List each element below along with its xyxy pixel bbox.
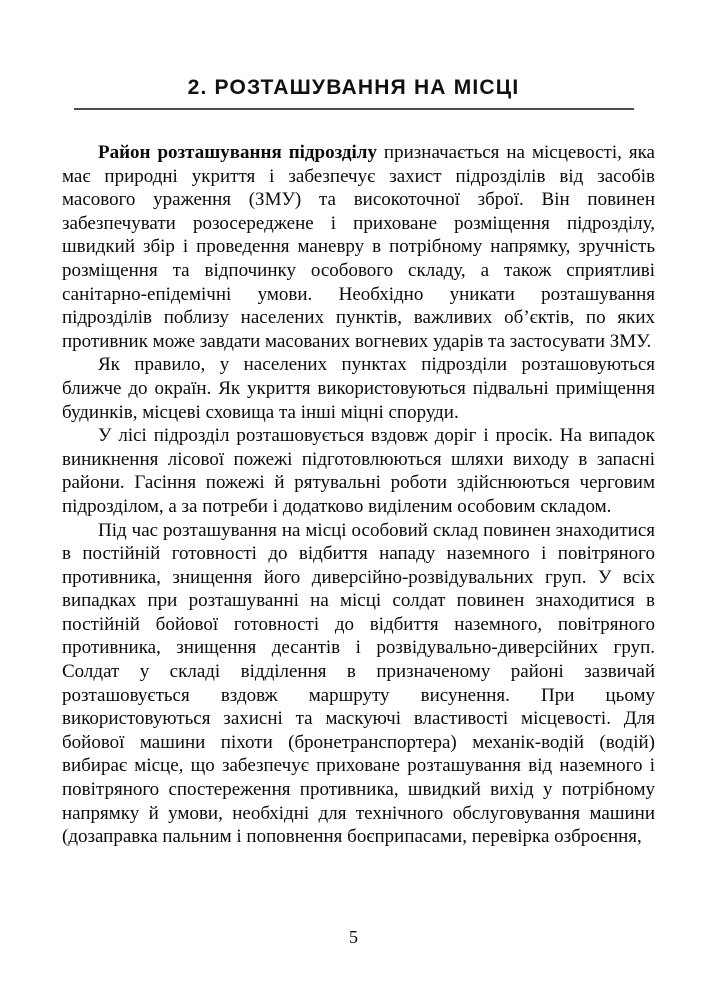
paragraph-2-text: Як правило, у населених пунктах підрозділи розташовуються ближче до окраїн. Як укриття використовуються підвальні приміщення будинків, місцеві сховища та інші міцні споруди. xyxy=(62,354,655,423)
body-text xyxy=(62,141,655,849)
title-rule xyxy=(74,108,634,110)
paragraph-1 xyxy=(62,141,655,353)
paragraph-1-lead-bold: Район розташування підрозділу xyxy=(98,142,377,163)
chapter-heading-block xyxy=(0,76,707,110)
paragraph-3-text: У лісі підрозділ розташовується вздовж доріг і просік. На випадок виникнення лісової пожежі підготовлюються шляхи виходу в запасні райони. Гасіння пожежі й рятувальні роботи здійснюються черговим підрозділом, а за потреби і додатково виділеним особовим складом. xyxy=(62,425,655,517)
paragraph-3 xyxy=(62,424,655,518)
page-number: 5 xyxy=(349,927,358,947)
paragraph-4 xyxy=(62,519,655,849)
paragraph-2 xyxy=(62,353,655,424)
chapter-title: 2. РОЗТАШУВАННЯ НА МІСЦІ xyxy=(187,76,520,99)
paragraph-1-text: призначається на місцевості, яка має природні укриття і забезпечує захист підрозділів від засобів масового ураження (ЗМУ) та високоточної зброї. Він повинен забезпечувати розосереджене і приховане розміщення підрозділу, швидкий збір і проведення маневру в потрібному напрямку, зручність розміщення та відпочинку особового складу, а також сприятливі санітарно-епідемічні умови. Необхідно уникати розташування підрозділів поблизу населених пунктів, важливих об’єктів, по яких противник може завдати масованих вогневих ударів та застосувати ЗМУ. xyxy=(62,142,655,352)
paragraph-4-text: Під час розташування на місці особовий склад повинен знаходитися в постійній готовності до відбиття нападу наземного і повітряного противника, знищення його диверсійно-розвідувальних груп. У всіх випадках при розташуванні на місці солдат повинен знаходитися в постійній бойової готовності до відбиття наземного, повітряного противника, знищення десантів і розвідувально-диверсійних груп. Солдат у складі відділення в призначеному районі зазвичай розташовується вздовж маршруту висунення. При цьому використовуються захисні та маскуючі властивості місцевості. Для бойової машини піхоти (бронетранспортера) механік-водій (водій) вибирає місце, що забезпечує приховане розташування від наземного і повітряного спостереження противника, швидкий вихід у потрібному напрямку й умови, необхідні для технічного обслуговування машини (дозаправка пальним і поповнення боєприпасами, перевірка озброєння, xyxy=(62,519,655,848)
